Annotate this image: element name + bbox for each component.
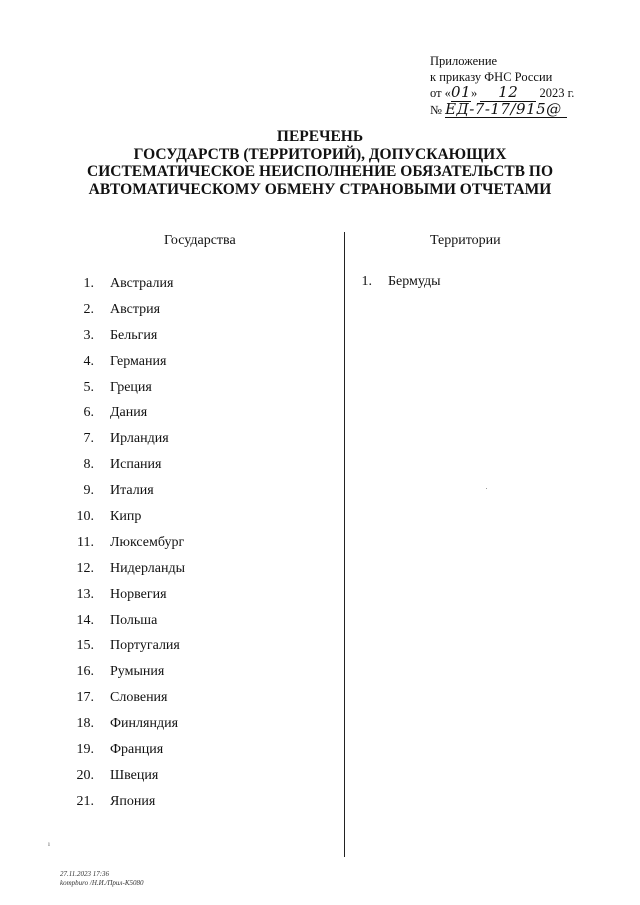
title-line-3: СИСТЕМАТИЧЕСКОЕ НЕИСПОЛНЕНИЕ ОБЯЗАТЕЛЬСТВ ПО (87, 163, 553, 180)
list-item: 21. Япония (76, 793, 156, 809)
list-item: 16. Румыния (76, 664, 165, 680)
date-year: 2023 г. (539, 86, 575, 100)
list-item: 15. Португалия (76, 638, 180, 654)
list-item: 10. Кипр (76, 509, 142, 525)
appendix-number (430, 99, 574, 119)
list-item: 14. Польша (76, 612, 158, 628)
appendix-title: Приложение (430, 54, 498, 68)
scan-speck (486, 488, 487, 489)
appendix-order: к приказу ФНС России (430, 69, 553, 84)
date-mid: » (470, 86, 478, 100)
list-item: 8. Испания (83, 457, 162, 473)
number-prefix: № (430, 102, 442, 117)
footer-timestamp: 27.11.2023 17:36 (60, 870, 110, 878)
list-item: 5. Греция (83, 379, 152, 395)
states-column-header: Государства (164, 233, 236, 248)
states-list (76, 276, 185, 820)
date-month: 12 (480, 85, 536, 102)
title-line-2: ГОСУДАРСТВ (ТЕРРИТОРИЙ), ДОПУСКАЮЩИХ (133, 145, 507, 163)
column-divider (344, 232, 345, 857)
list-item: 18. Финляндия (76, 716, 179, 732)
footer-file: kompburo /Н.И./Прил-К5080 (60, 879, 144, 887)
title-line-4: АВТОМАТИЧЕСКОМУ ОБМЕНУ СТРАНОВЫМИ ОТЧЕТАМИ (88, 180, 552, 198)
list-item: 19. Франция (76, 742, 164, 758)
list-item: 20. Швеция (76, 767, 159, 783)
list-item: 2. Австрия (83, 301, 161, 317)
list-item: 1. Бермуды (361, 274, 441, 289)
stray-mark: ı (48, 840, 50, 848)
date-day: 01 (450, 83, 472, 101)
number-value: ЕД-7-17/915@ (445, 102, 567, 119)
document-footer (60, 870, 143, 888)
list-item: 12. Нидерланды (76, 560, 185, 576)
list-item: 4. Германия (83, 353, 167, 369)
list-item: 13. Норвегия (76, 586, 167, 602)
list-item: 17. Словения (76, 690, 168, 706)
title-line-1: ПЕРЕЧЕНЬ (276, 128, 364, 145)
territories-column-header: Территории (430, 233, 501, 248)
list-item: 7. Ирландия (83, 431, 169, 447)
list-item: 11. Люксембург (77, 534, 185, 550)
list-item: 9. Италия (83, 483, 154, 499)
list-item: 6. Дания (83, 405, 148, 421)
document-title (0, 128, 640, 198)
territories-list (361, 274, 441, 300)
appendix-block (430, 54, 574, 118)
date-prefix: от « (430, 86, 451, 100)
list-item: 3. Бельгия (83, 327, 158, 343)
list-item: 1. Австралия (83, 276, 174, 291)
